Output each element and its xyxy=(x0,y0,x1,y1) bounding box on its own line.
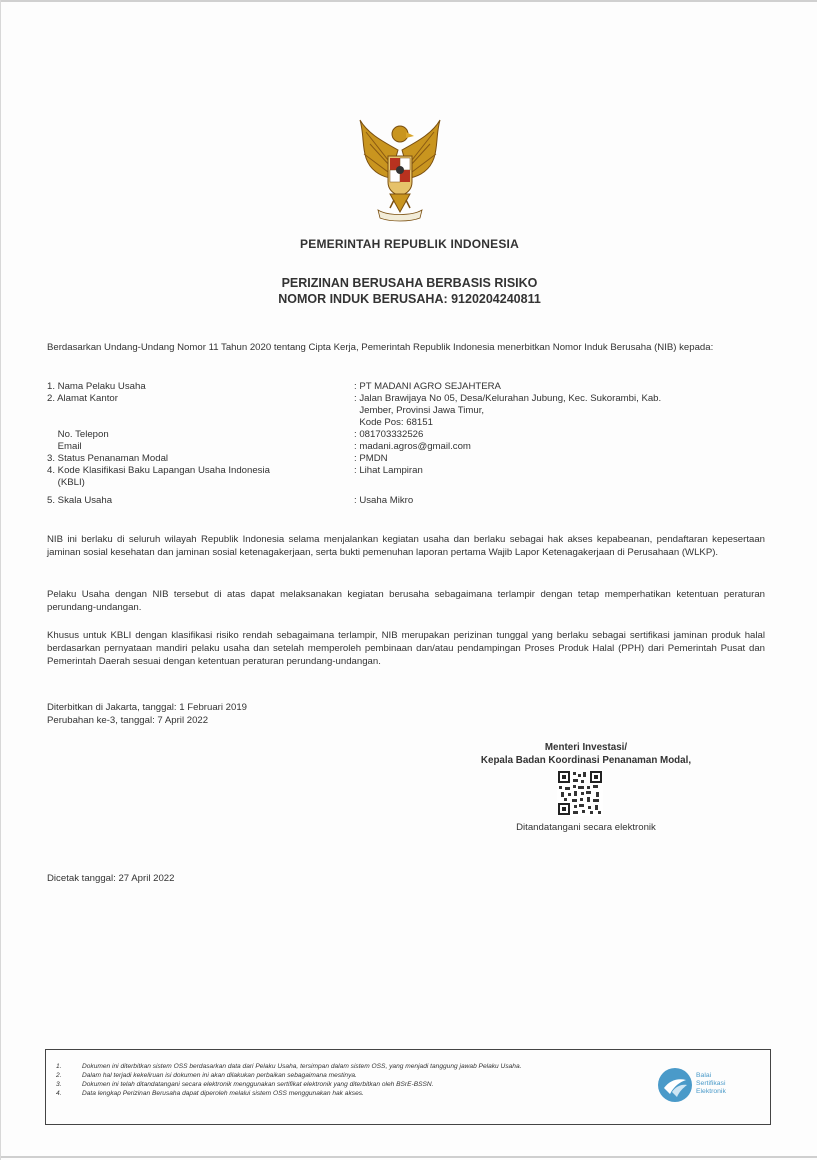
detail-label: 3. Status Penanaman Modal xyxy=(47,453,169,464)
bsre-icon xyxy=(656,1066,694,1104)
note-text: Dalam hal terjadi kekeliruan isi dokumen ini akan dilakukan perbaikan sebagaimana mestinya. xyxy=(82,1072,357,1079)
detail-row xyxy=(47,417,767,429)
detail-label: (KBLI) xyxy=(47,477,85,488)
document-title: PERIZINAN BERUSAHA BERBASIS RISIKO xyxy=(281,276,538,290)
detail-value: : Jalan Brawijaya No 05, Desa/Kelurahan Jubung, Kec. Sukorambi, Kab. xyxy=(354,393,662,404)
note-text: Dokumen ini telah ditandatangani secara elektronik menggunakan sertifikat elektronik yang diterbitkan oleh BSrE-BSSN. xyxy=(82,1081,434,1088)
detail-row xyxy=(47,393,767,405)
footer-note xyxy=(56,1089,646,1098)
note-number: 2. xyxy=(56,1072,62,1079)
bsre-line-2: Sertifikasi xyxy=(696,1080,726,1087)
detail-value: : PT MADANI AGRO SEJAHTERA xyxy=(354,381,501,392)
detail-value xyxy=(354,477,764,489)
detail-value: : Usaha Mikro xyxy=(354,495,414,506)
detail-row xyxy=(47,441,767,453)
detail-label: 2. Alamat Kantor xyxy=(47,393,118,404)
qr-code xyxy=(557,770,603,816)
nib-number: NOMOR INDUK BERUSAHA: 9120204240811 xyxy=(278,292,541,306)
detail-row xyxy=(47,405,767,417)
detail-value: : madani.agros@gmail.com xyxy=(354,441,471,452)
detail-label xyxy=(47,405,354,417)
halal-paragraph: Khusus untuk KBLI dengan klasifikasi risiko rendah sebagaimana terlampir, NIB merupakan perizinan tunggal yang berlaku sebagai sertifikasi jaminan produk halal berdasarkan pernyataan mandiri pelaku usaha dan setelah memperoleh pembinaan dan/atau pendampingan Proses Produk Halal (PPH) dari Pemerintah Pusat dan Pemerintah Daerah sesuai dengan ketentuan peraturan perundang-undangan. xyxy=(47,630,765,667)
bsre-line-1: Balai xyxy=(696,1072,712,1079)
detail-value: Kode Pos: 68151 xyxy=(354,417,433,428)
issued-date: Diterbitkan di Jakarta, tanggal: 1 Februari 2019 xyxy=(47,702,247,713)
top-edge xyxy=(1,0,817,2)
issuance-info xyxy=(47,701,247,727)
detail-row xyxy=(47,429,767,441)
note-text: Dokumen ini diterbitkan sistem OSS berdasarkan data dari Pelaku Usaha, tersimpan dalam sistem OSS, yang menjadi tanggung jawab Pelaku Usaha. xyxy=(82,1063,522,1070)
validity-paragraph: NIB ini berlaku di seluruh wilayah Republik Indonesia selama menjalankan kegiatan usaha dan berlaku sebagai hak akses kepabeanan, pendaftaran kepesertaan jaminan sosial kesehatan dan jaminan sosial ketenagakerjaan, serta bukti pemenuhan laporan pertama Wajib Lapor Ketenagakerjaan di Perusahaan (WLKP). xyxy=(47,534,765,558)
detail-value: : PMDN xyxy=(354,453,388,464)
garuda-emblem xyxy=(354,112,446,224)
bottom-edge xyxy=(1,1156,817,1158)
business-details xyxy=(47,381,767,507)
footer-note xyxy=(56,1071,646,1080)
detail-value: : 081703332526 xyxy=(354,429,424,440)
signer-block xyxy=(441,741,731,767)
government-heading: PEMERINTAH REPUBLIK INDONESIA xyxy=(300,237,519,251)
detail-value: : Lihat Lampiran xyxy=(354,465,423,476)
note-number: 3. xyxy=(56,1081,62,1088)
bsre-label xyxy=(696,1072,726,1096)
footer-notes xyxy=(56,1062,646,1098)
detail-label xyxy=(47,417,354,429)
detail-label: 5. Skala Usaha xyxy=(47,495,113,506)
electronic-signature-note: Ditandatangani secara elektronik xyxy=(516,822,656,833)
bsre-line-3: Elektronik xyxy=(696,1088,726,1095)
detail-row xyxy=(47,477,767,489)
detail-label: Email xyxy=(47,441,82,452)
note-text: Data lengkap Perizinan Berusaha dapat diperoleh melalui sistem OSS menggunakan hak akses. xyxy=(82,1090,364,1097)
footer-note xyxy=(56,1062,646,1071)
detail-row xyxy=(47,465,767,477)
printed-date: Dicetak tanggal: 27 April 2022 xyxy=(47,873,175,884)
note-number: 1. xyxy=(56,1063,62,1070)
detail-label: No. Telepon xyxy=(47,429,109,440)
detail-row xyxy=(47,381,767,393)
activity-paragraph: Pelaku Usaha dengan NIB tersebut di atas dapat melaksanakan kegiatan berusaha sebagaimana terlampir dengan tetap memperhatikan ketentuan peraturan perundang-undangan. xyxy=(47,589,765,613)
footer-note xyxy=(56,1080,646,1089)
detail-value: Jember, Provinsi Jawa Timur, xyxy=(354,405,485,416)
detail-row xyxy=(47,495,767,507)
detail-label: 1. Nama Pelaku Usaha xyxy=(47,381,146,392)
bsre-logo xyxy=(656,1066,766,1108)
intro-paragraph: Berdasarkan Undang-Undang Nomor 11 Tahun 2020 tentang Cipta Kerja, Pemerintah Republik Indonesia menerbitkan Nomor Induk Berusaha (NIB) kepada: xyxy=(47,342,714,353)
amendment-date: Perubahan ke-3, tanggal: 7 April 2022 xyxy=(47,715,209,726)
note-number: 4. xyxy=(56,1090,62,1097)
signer-title-1: Menteri Investasi/ xyxy=(544,742,628,753)
detail-label: 4. Kode Klasifikasi Baku Lapangan Usaha Indonesia xyxy=(47,465,270,476)
detail-row xyxy=(47,453,767,465)
footer-notes-box xyxy=(45,1049,771,1125)
signer-title-2: Kepala Badan Koordinasi Penanaman Modal, xyxy=(480,755,692,766)
